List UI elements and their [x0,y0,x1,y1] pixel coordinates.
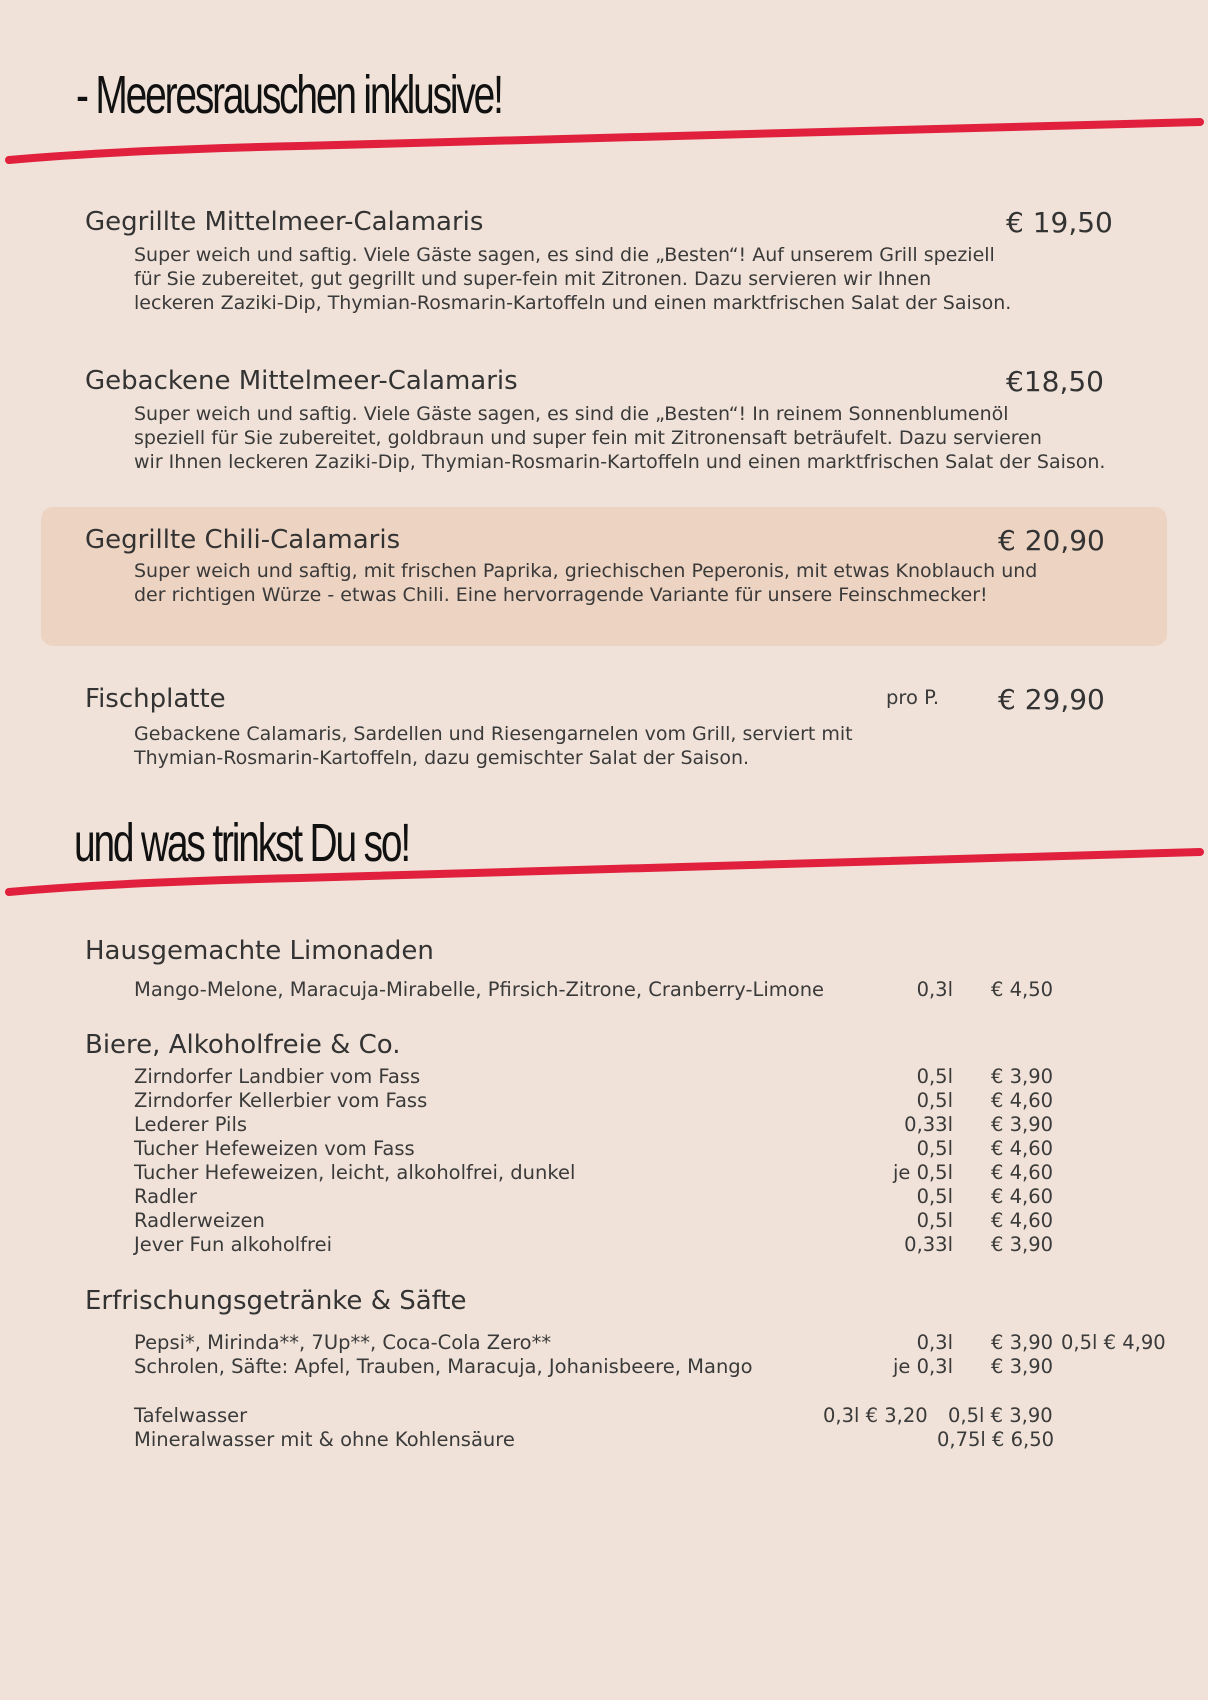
drink-size: 0,33l [904,1233,953,1256]
dish-description: Super weich und saftig. Viele Gäste sagen, es sind die „Besten“! In reinem Sonnenblumenöl speziell für Sie zubereitet, goldbraun und super fein mit Zitronensaft beträufelt. Dazu servieren wir Ihnen leckeren Zaziki-Dip, Thymian-Rosmarin-Kartoffeln und einen marktfrischen Salat der Saison. [134,403,1106,473]
drink-price: € 4,60 [991,1185,1054,1208]
dish-title: Gebackene Mittelmeer-Calamaris [85,366,518,396]
drink-size: 0,33l [904,1113,953,1136]
drink-size: 0,5l [916,1089,953,1112]
drink-size: 0,3l [916,1331,953,1354]
drink-name: Radlerweizen [134,1209,265,1232]
dish-price: €18,50 [1006,365,1104,398]
dish-title: Fischplatte [85,684,226,714]
dish-title: Gegrillte Chili-Calamaris [85,525,401,555]
section-title: Erfrischungsgetränke & Säfte [85,1286,467,1316]
drink-price: € 3,90 [991,1065,1054,1088]
drink-price: € 3,90 [991,1355,1054,1378]
dish-description: Gebackene Calamaris, Sardellen und Riesengarnelen vom Grill, serviert mit Thymian-Rosmarin-Kartoffeln, dazu gemischter Salat der Saison. [134,723,853,769]
drink-price: € 3,90 [991,1233,1054,1256]
drink-name: Radler [134,1185,197,1208]
drink-name: Jever Fun alkoholfrei [134,1233,333,1256]
drink-name: Tafelwasser [134,1404,248,1427]
drink-size: 0,5l [916,1065,953,1088]
drink-price: € 4,60 [991,1161,1054,1184]
section-title: Hausgemachte Limonaden [85,936,434,966]
drink-price: € 4,50 [991,978,1054,1001]
drink-name: Zirndorfer Landbier vom Fass [134,1065,421,1088]
drink-name: Mango-Melone, Maracuja-Mirabelle, Pfirsich-Zitrone, Cranberry-Limone [134,978,825,1001]
drink-name: Pepsi*, Mirinda**, 7Up**, Coca-Cola Zero** [134,1331,552,1354]
dish-title: Gegrillte Mittelmeer-Calamaris [85,207,484,237]
red-divider-line [0,110,1208,170]
drink-price-large: 0,5l € 4,90 [1061,1331,1166,1354]
drink-size: je 0,3l [892,1355,953,1378]
headline-seafood: - Meeresrauschen inklusive! [76,65,502,125]
headline-drinks: und was trinkst Du so! [74,813,409,873]
drink-name: Zirndorfer Kellerbier vom Fass [134,1089,428,1112]
drink-name: Mineralwasser mit & ohne Kohlensäure [134,1428,515,1451]
drink-price-large: 0,75l € 6,50 [937,1428,1055,1451]
drink-price: € 3,90 [991,1331,1054,1354]
dish-price: € 29,90 [998,683,1105,716]
dish-description: Super weich und saftig, mit frischen Paprika, griechischen Peperonis, mit etwas Knoblauch und der richtigen Würze - etwas Chili. Eine hervorragende Variante für unsere Feinschmecker! [134,560,1038,606]
drink-name: Schrolen, Säfte: Apfel, Trauben, Maracuja, Johanisbeere, Mango [134,1355,753,1378]
drink-size: 0,5l [916,1137,953,1160]
drink-size: 0,5l [916,1209,953,1232]
dish-price: € 20,90 [998,524,1105,557]
dish-description: Super weich und saftig. Viele Gäste sagen, es sind die „Besten“! Auf unserem Grill speziell für Sie zubereitet, gut gegrillt und super-fein mit Zitronen. Dazu servieren wir Ihnen leckeren Zaziki-Dip, Thymian-Rosmarin-Kartoffeln und einen marktfrischen Salat der Saison. [134,244,1012,314]
drink-size: 0,3l [916,978,953,1001]
drink-price-small: 0,3l € 3,20 [823,1404,928,1427]
drink-price: € 4,60 [991,1209,1054,1232]
drink-name: Tucher Hefeweizen vom Fass [134,1137,415,1160]
drink-size: je 0,5l [892,1161,953,1184]
drink-price: € 4,60 [991,1089,1054,1112]
red-divider-line [0,840,1208,900]
drink-size: 0,5l [916,1185,953,1208]
dish-price: € 19,50 [1006,206,1113,239]
dish-unit: pro P. [886,686,940,709]
drink-name: Lederer Pils [134,1113,248,1136]
drink-price-large: 0,5l € 3,90 [948,1404,1053,1427]
drink-name: Tucher Hefeweizen, leicht, alkoholfrei, dunkel [134,1161,576,1184]
section-title: Biere, Alkoholfreie & Co. [85,1030,401,1060]
drink-price: € 4,60 [991,1137,1054,1160]
drink-price: € 3,90 [991,1113,1054,1136]
